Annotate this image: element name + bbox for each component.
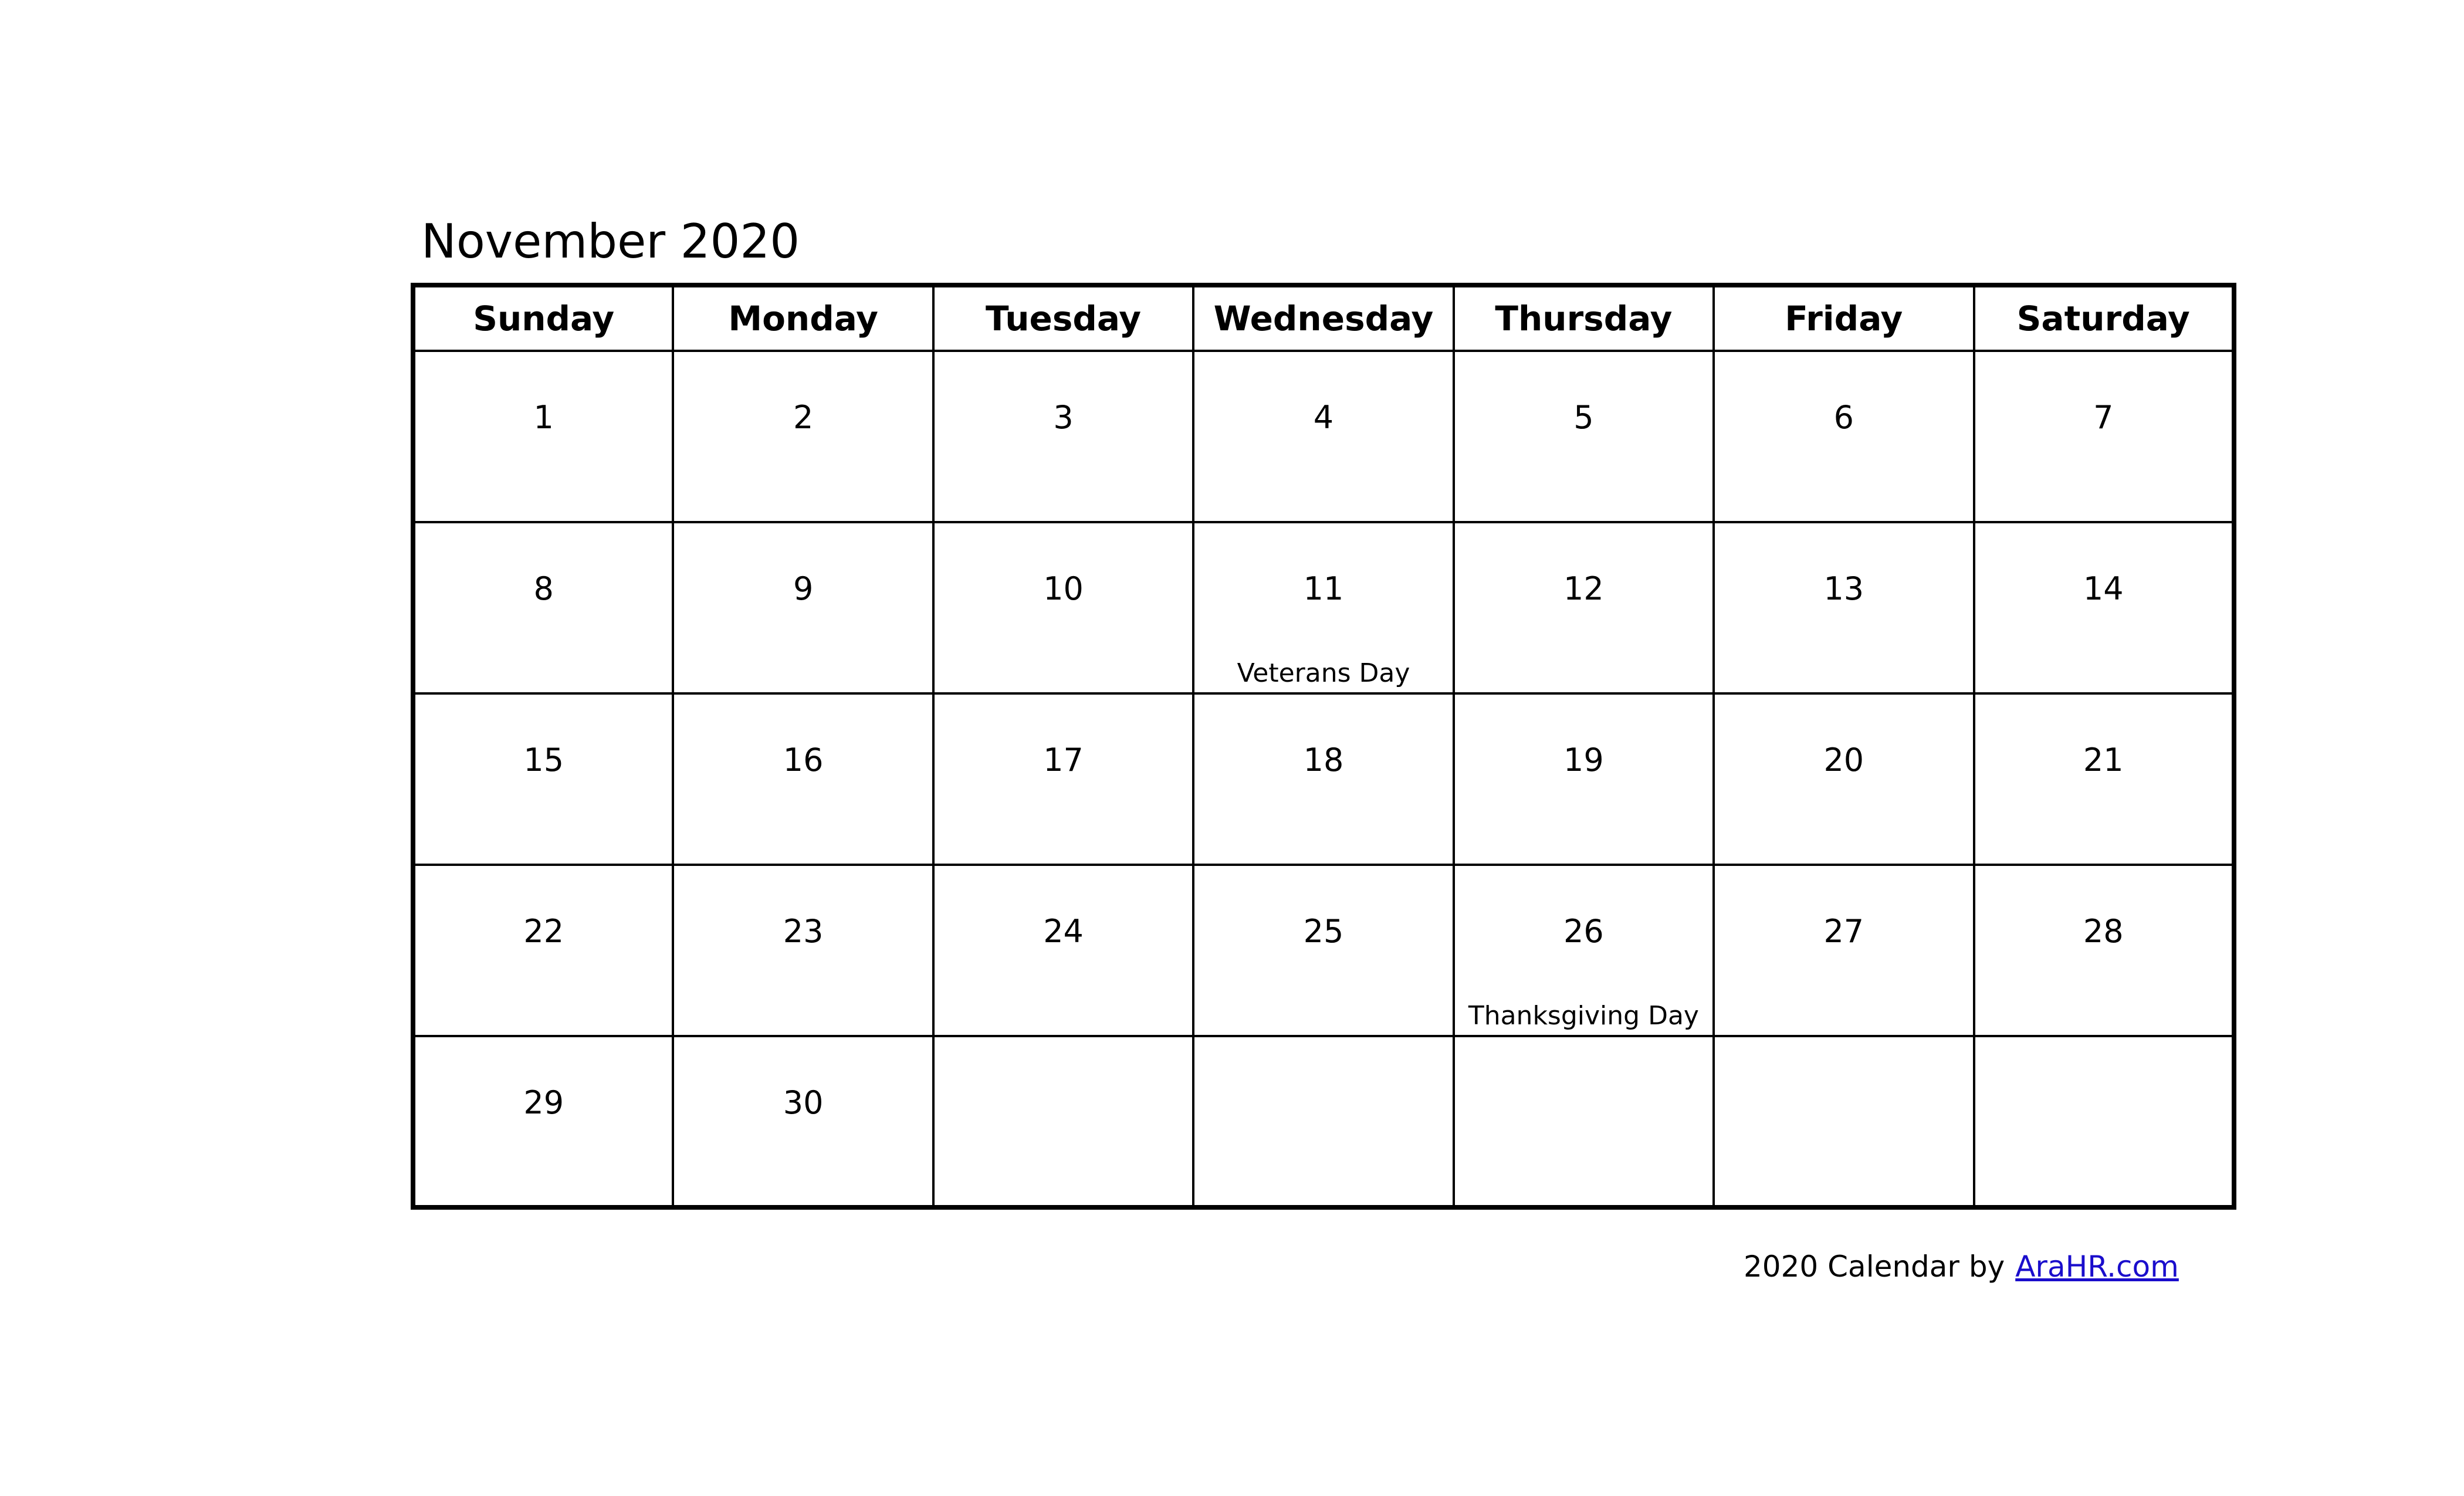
day-number: 20: [1823, 742, 1864, 779]
day-cell: [413, 522, 673, 693]
day-cell: [1454, 693, 1714, 865]
day-number: 22: [523, 913, 564, 950]
day-number: 21: [2083, 742, 2124, 779]
day-number: 15: [523, 742, 564, 779]
footer-credit: [1744, 1246, 2179, 1287]
day-number: 29: [523, 1084, 564, 1121]
day-number: 16: [783, 742, 824, 779]
day-cell: [933, 522, 1193, 693]
calendar-title: November 2020: [421, 214, 800, 269]
day-number: 14: [2083, 570, 2124, 607]
day-number: 6: [1833, 399, 1854, 436]
day-cell: [1454, 522, 1714, 693]
day-cell: [673, 351, 933, 522]
day-cell: [1714, 351, 1974, 522]
day-cell: [413, 865, 673, 1036]
day-cell: [1193, 522, 1453, 693]
day-cell: [413, 351, 673, 522]
weekday-header-friday: Friday: [1714, 285, 1974, 351]
day-cell: [1714, 522, 1974, 693]
day-number: 2: [793, 399, 814, 436]
day-cell: [1454, 351, 1714, 522]
weekday-header-sunday: Sunday: [413, 285, 673, 351]
holiday-label: Thanksgiving Day: [1468, 1001, 1699, 1031]
day-cell: [673, 693, 933, 865]
day-number: 24: [1043, 913, 1084, 950]
day-number: 12: [1563, 570, 1604, 607]
day-cell: [933, 351, 1193, 522]
day-number: 25: [1303, 913, 1344, 950]
day-number: 13: [1823, 570, 1864, 607]
day-cell: [1714, 693, 1974, 865]
day-cell: [1714, 865, 1974, 1036]
day-cell: [1974, 522, 2234, 693]
calendar-body: [413, 351, 2234, 1207]
arahr-link[interactable]: AraHR.com: [2015, 1250, 2179, 1284]
weekday-header-monday: Monday: [673, 285, 933, 351]
day-cell: [413, 693, 673, 865]
weekday-header-wednesday: Wednesday: [1193, 285, 1453, 351]
day-number: 28: [2083, 913, 2124, 950]
weekday-header-saturday: Saturday: [1974, 285, 2234, 351]
day-number: 10: [1043, 570, 1084, 607]
day-cell: [1454, 1036, 1714, 1207]
weekday-header-thursday: Thursday: [1454, 285, 1714, 351]
day-cell: [1974, 1036, 2234, 1207]
day-number: 19: [1563, 742, 1604, 779]
day-number: 5: [1573, 399, 1594, 436]
day-cell: [1193, 693, 1453, 865]
week-row: [413, 351, 2234, 522]
day-cell: [1454, 865, 1714, 1036]
weekday-header-tuesday: Tuesday: [933, 285, 1193, 351]
day-cell: [1974, 693, 2234, 865]
day-number: 26: [1563, 913, 1604, 950]
day-cell: [1974, 865, 2234, 1036]
weekday-header-row: [413, 285, 2234, 351]
day-cell: [933, 865, 1193, 1036]
day-number: 9: [793, 570, 814, 607]
day-cell: [673, 1036, 933, 1207]
day-number: 18: [1303, 742, 1344, 779]
week-row: [413, 522, 2234, 693]
day-number: 30: [783, 1084, 824, 1121]
holiday-label: Veterans Day: [1237, 658, 1410, 688]
day-cell: [1193, 1036, 1453, 1207]
day-cell: [1193, 351, 1453, 522]
day-number: 1: [533, 399, 554, 436]
day-number: 27: [1823, 913, 1864, 950]
week-row: [413, 1036, 2234, 1207]
day-number: 17: [1043, 742, 1084, 779]
day-number: 7: [2093, 399, 2114, 436]
day-cell: [933, 693, 1193, 865]
day-number: 8: [533, 570, 554, 607]
day-cell: [1714, 1036, 1974, 1207]
day-cell: [1193, 865, 1453, 1036]
footer-credit-text: 2020 Calendar by: [1744, 1250, 2005, 1284]
day-cell: [673, 522, 933, 693]
day-number: 11: [1303, 570, 1344, 607]
week-row: [413, 693, 2234, 865]
day-number: 23: [783, 913, 824, 950]
day-cell: [933, 1036, 1193, 1207]
calendar-grid: [411, 283, 2236, 1210]
day-cell: [1974, 351, 2234, 522]
day-number: 4: [1313, 399, 1334, 436]
day-cell: [673, 865, 933, 1036]
day-cell: [413, 1036, 673, 1207]
week-row: [413, 865, 2234, 1036]
day-number: 3: [1053, 399, 1074, 436]
